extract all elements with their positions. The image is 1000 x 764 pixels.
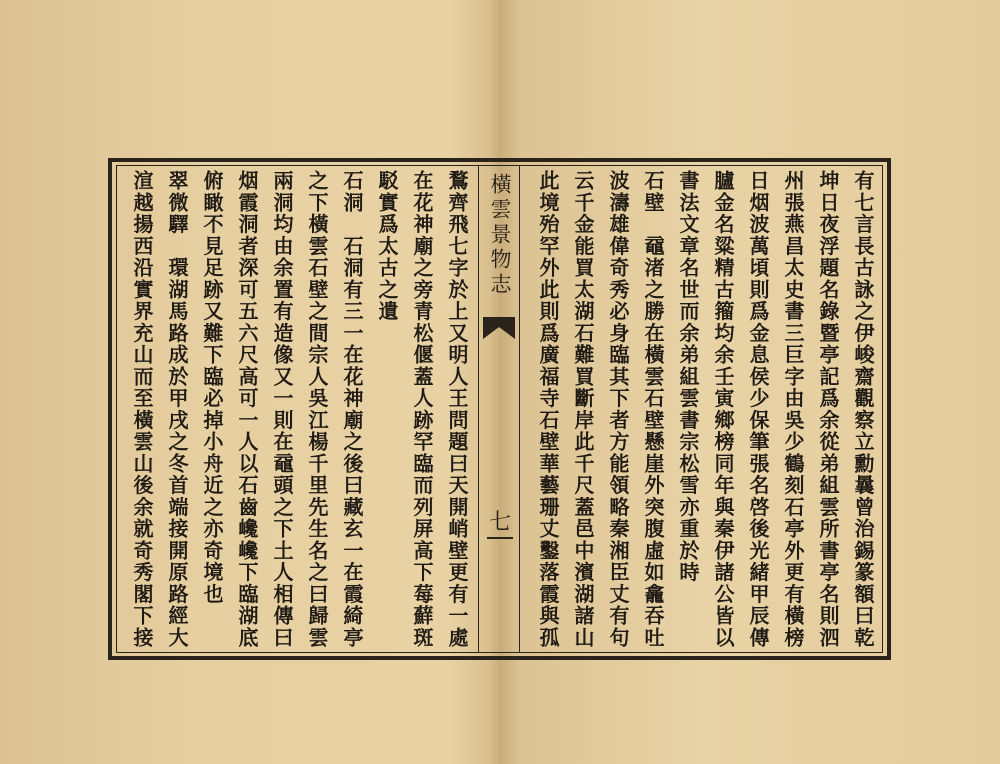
page-number: 七 (488, 510, 511, 535)
text-column: 之下橫雲石壁之間宗人吳江楊千里先生名之曰歸雲 (305, 170, 329, 649)
text-column: 俯瞰不見足跡又難下臨必掉小舟近之亦奇境也 (200, 170, 224, 605)
right-page-text (528, 170, 880, 650)
text-column: 云千金能買太湖石難買斷岸此千尺蓋邑中濱湖諸山 (571, 170, 595, 649)
text-column: 有七言長古詠之伊峻齋觀察立勳曩曾治錫篆額曰乾 (851, 170, 875, 649)
text-column: 日烟波萬頃則爲金息侯少保筆張名啓後光緒甲辰傳 (746, 170, 770, 649)
text-column: 坤日夜浮題名錄暨亭記爲余從弟組雲所書亭名則泗 (816, 170, 840, 649)
left-page-text (120, 170, 474, 650)
text-column: 翠微驛 環湖馬路成於甲戌之冬首端接開原路經大 (165, 170, 189, 649)
text-column: 在花神廟之旁青松偃蓋人跡罕臨而列屏高下莓蘚斑 (410, 170, 434, 649)
text-column: 兩洞均由余置有造像又一則在黿頭之下土人相傳曰 (270, 170, 294, 649)
text-column: 波濤雄偉奇秀必身臨其下者方能領略秦湘臣丈有句 (606, 170, 630, 649)
text-column: 此境殆罕外此則爲廣福寺石壁華藝珊丈鑿落霞與孤 (536, 170, 560, 649)
text-column: 臚金名粱精古籀均余壬寅鄉榜同年與秦伊諸公皆以 (711, 170, 735, 649)
text-column: 烟霞洞者深可五六尺高可一人以石齒巉巉下臨湖底 (235, 170, 259, 649)
text-column: 石洞 石洞有三一在花神廟之後曰藏玄一在霞綺亭 (340, 170, 364, 649)
fishtail-icon (483, 317, 515, 339)
text-column: 駁實爲太古之遺 (375, 170, 399, 323)
text-column: 石壁 黿渚之勝在橫雲石壁懸崖外突腹虛如龕吞吐 (641, 170, 665, 649)
folio-rule (487, 537, 513, 539)
text-column: 州張燕昌太史書三巨字由吳少鶴刻石亭外更有橫榜 (781, 170, 805, 649)
book-title: 橫雲景物志 (488, 173, 512, 298)
text-column: 書法文章名世而余弟組雲書宗松雪亦重於時 (676, 170, 700, 584)
text-column: 渲越揚西沿實界充山而至橫雲山後余就奇秀閣下接 (130, 170, 154, 649)
center-column-banxin (478, 165, 520, 653)
text-column: 鶩齊飛七字於上又明人王問題曰天開峭壁更有一處 (445, 170, 469, 649)
